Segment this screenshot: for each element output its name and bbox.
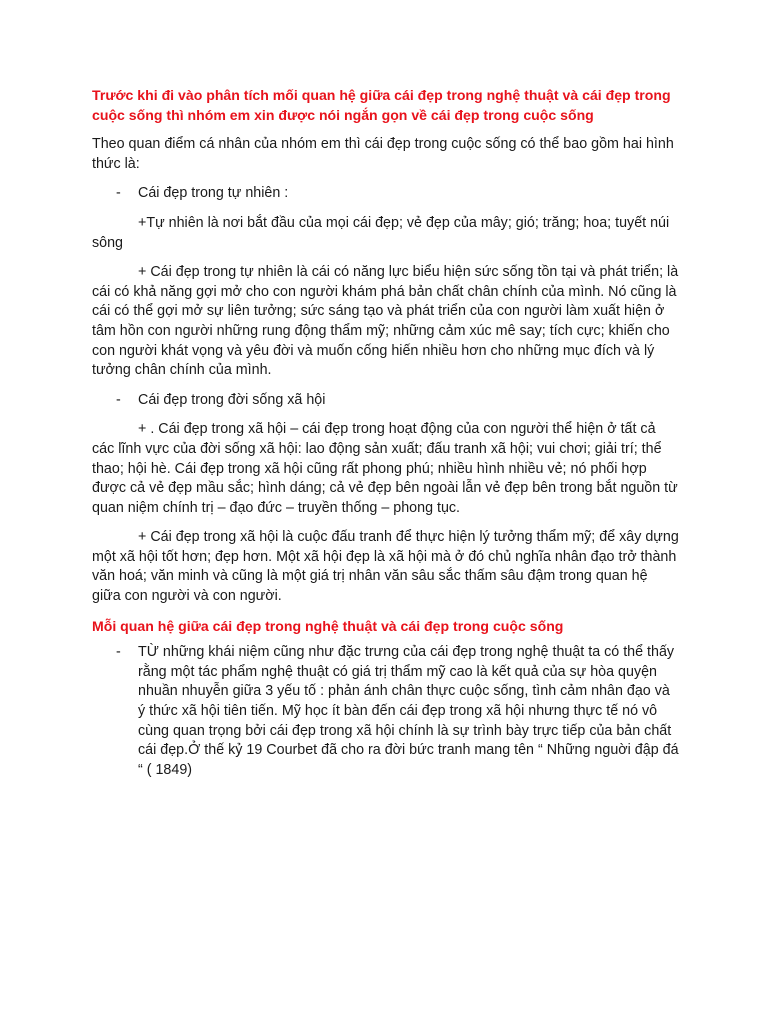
intro-heading: Trước khi đi vào phân tích mối quan hệ giữa cái đẹp trong nghệ thuật và cái đẹp trong cuộc sống thì nhóm em xin được nói ngắn gọn về cái đẹp trong cuộc sống — [92, 87, 671, 123]
bullet-dash: - — [116, 391, 121, 408]
social-beauty-point-1: + . Cái đẹp trong xã hội – cái đẹp trong hoạt động của con người thể hiện ở tất cả các lĩnh vực của đời sống xã hội: lao động sản xuất; đấu tranh xã hội; vui chơi; giải trí; thể thao; hội hè. Cái đẹp trong xã hội cũng rất phong phú; nhiều hình nhiều vẻ; nó phối hợp được cả vẻ đẹp mầu sắc; hình dáng; cả vẻ đẹp bên ngoài lẫn vẻ đẹp bên trong bắt nguồn từ quan niệm chính trị – đạo đức – truyền thống – phong tục. — [92, 421, 678, 516]
relationship-heading: Mỗi quan hệ giữa cái đẹp trong nghệ thuật và cái đẹp trong cuộc sống — [92, 617, 564, 634]
social-beauty-point-2: + Cái đẹp trong xã hội là cuộc đấu tranh để thực hiện lý tưởng thẩm mỹ; để xây dựng một xã hội tốt hơn; đẹp hơn. Một xã hội đẹp là xã hội mà ở đó chủ nghĩa nhân đạo trở thành văn hoá; văn minh và cũng là một giá trị nhân văn sâu sắc thấm sâu đậm trong quan hệ giữa con người và con người. — [92, 529, 679, 605]
bullet-social-beauty-label: Cái đẹp trong đời sống xã hội — [138, 391, 326, 408]
bullet-relationship — [92, 643, 680, 780]
bullet-social-beauty — [92, 391, 680, 411]
intro-paragraph: Theo quan điểm cá nhân của nhóm em thì cái đẹp trong cuộc sống có thể bao gồm hai hình thức là: — [92, 136, 674, 172]
bullet-natural-beauty-label: Cái đẹp trong tự nhiên : — [138, 185, 289, 202]
bullet-dash: - — [116, 644, 121, 661]
relationship-paragraph: TỪ những khái niệm cũng như đặc trưng của cái đẹp trong nghệ thuật ta có thể thấy rằng một tác phẩm nghệ thuật có giá trị thẩm mỹ cao là kết quả của sự hòa quyện nhuần nhuyễn giữa 3 yếu tố : phản ánh chân thực cuộc sống, tình cảm nhân đạo và ý thức xã hội tiên tiến. Mỹ học ít bàn đến cái đẹp trong xã hội nhưng thực tế nó vô cùng quan trọng bởi cái đẹp trong xã hội chính là sự trình bày trực tiếp của bản chất cái đẹp.Ở thế kỷ 19 Courbet đã cho ra đời bức tranh mang tên “ Những nguời đập đá “ ( 1849) — [138, 644, 679, 778]
bullet-natural-beauty — [92, 184, 680, 204]
natural-beauty-point-2: + Cái đẹp trong tự nhiên là cái có năng lực biểu hiện sức sống tồn tại và phát triển; là cái có khả năng gợi mở cho con người khám phá bản chất chân chính của mình. Nó cũng là cái có thể gợi mở sự liên tưởng; sức sáng tạo và phát triển của con người làm xuất hiện ở tâm hồn con người những rung động thẩm mỹ; những cảm xúc mê say; tích cực; khiến cho con người khát vọng và yêu đời và muốn cống hiến nhiều hơn cho những mục đích và lý tưởng chân chính của mình. — [92, 264, 679, 379]
bullet-dash: - — [116, 185, 121, 202]
natural-beauty-point-1: +Tự nhiên là nơi bắt đầu của mọi cái đẹp; vẻ đẹp của mây; gió; trăng; hoa; tuyết núi sông — [92, 214, 670, 251]
